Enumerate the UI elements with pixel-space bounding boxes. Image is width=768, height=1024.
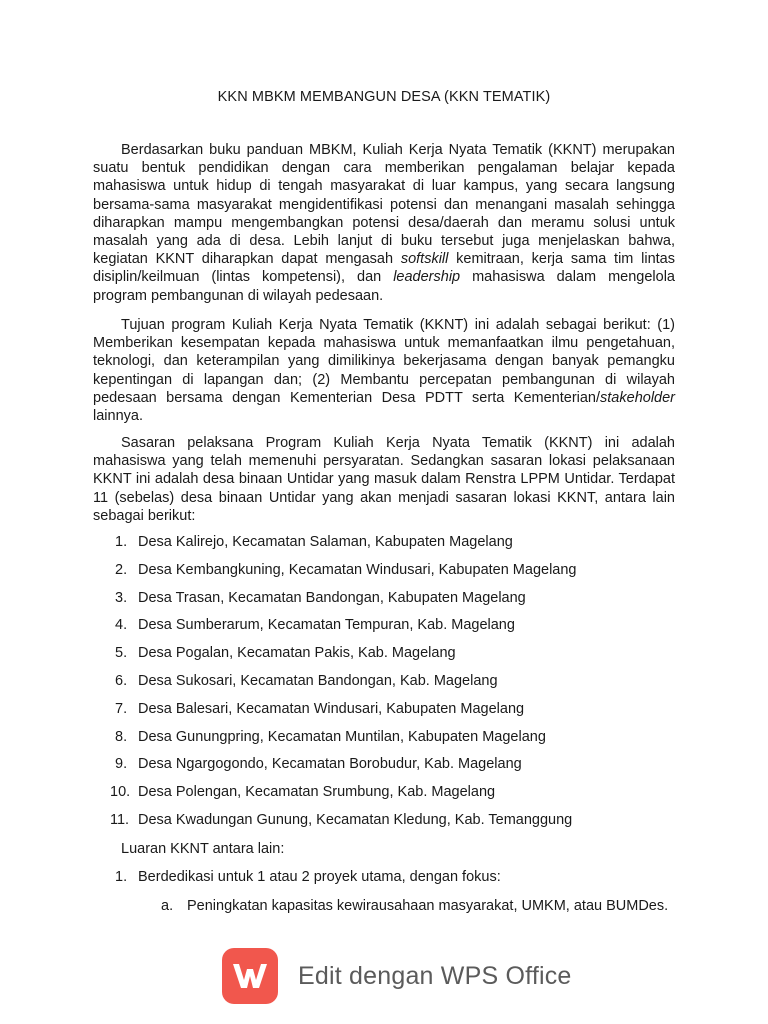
paragraph-intro-text-1: Berdasarkan buku panduan MBKM, Kuliah Kerja Nyata Tematik (KKNT) merupakan suatu bentuk pendidikan dengan cara memberikan pengalaman belajar kepada mahasiswa untuk hidup di tengah masyarakat di luar kampus, yang secara langsung bersama-sama masyarakat mengidentifikasi potensi dan menangani masalah sehingga diharapkan mampu mengembangkan potensi desa/daerah dan meramu solusi untuk masalah yang ada di desa. Lebih lanjut di buku tersebut juga menjelaskan bahwa, kegiatan KKNT diharapkan dapat mengasah — [93, 142, 675, 268]
village-name: Desa Polengan, Kecamatan Srumbung, Kab. Magelang — [138, 784, 496, 801]
subitem-letter: a. — [161, 898, 174, 914]
paragraph-intro-text-2: kemitraan, kerja sama tim lintas disiplin/keilmuan (lintas kompetensi), dan — [93, 251, 676, 286]
stakeholder-term: stakeholder — [600, 389, 675, 406]
list-number: 8. — [115, 728, 128, 745]
village-name: Desa Kembangkuning, Kecamatan Windusari, Kabupaten Magelang — [138, 561, 577, 578]
paragraph-intro-text-3: mahasiswa dalam mengelola program pembangunan di wilayah pedesaan. — [93, 269, 675, 304]
village-name: Desa Ngargogondo, Kecamatan Borobudur, Kab. Magelang — [138, 756, 522, 773]
wps-w-logo-icon — [222, 948, 278, 1004]
list-item — [93, 811, 675, 839]
outputs-label: Luaran KKNT antara lain: — [121, 841, 285, 857]
village-name: Desa Balesari, Kecamatan Windusari, Kabupaten Magelang — [138, 700, 525, 717]
output-subitem — [161, 897, 675, 915]
list-number: 9. — [115, 756, 128, 773]
village-name: Desa Pogalan, Kecamatan Pakis, Kab. Magelang — [138, 645, 456, 662]
wps-edit-banner[interactable] — [222, 948, 572, 1004]
paragraph-objectives-text-2: lainnya. — [93, 408, 143, 425]
wps-edit-label[interactable]: Edit dengan WPS Office — [298, 961, 572, 990]
list-number: 11. — [110, 811, 130, 828]
village-name: Desa Sukosari, Kecamatan Bandongan, Kab. Magelang — [138, 672, 498, 689]
list-item — [93, 589, 675, 617]
paragraph-objectives-text-1: Tujuan program Kuliah Kerja Nyata Tematik (KKNT) ini adalah sebagai berikut: (1) Memberikan kesempatan kepada mahasiswa untuk memanfaatkan ilmu pengetahuan, teknologi, dan keterampilan yang dimilikinya bekerjasama dengan banyak pemangku kepentingan di lapangan dan; (2) Membantu percepatan pembangunan di wilayah pedesaan bersama dengan Kementerian Desa PDTT serta Kementerian/ — [93, 317, 675, 406]
list-item — [93, 644, 675, 672]
wps-w-glyph — [230, 959, 270, 993]
list-item — [93, 783, 675, 811]
list-number: 7. — [115, 700, 128, 717]
list-number: 5. — [115, 645, 128, 662]
list-number: 4. — [115, 617, 128, 634]
list-item — [93, 700, 675, 728]
village-name: Desa Kwadungan Gunung, Kecamatan Kledung, Kab. Temanggung — [138, 811, 573, 828]
paragraph-objectives — [93, 316, 675, 425]
list-number: 2. — [115, 561, 128, 578]
output-text: Berdedikasi untuk 1 atau 2 proyek utama, dengan fokus: — [138, 869, 501, 885]
output-number: 1. — [115, 869, 128, 885]
list-item — [93, 616, 675, 644]
subitem-text: Peningkatan kapasitas kewirausahaan masyarakat, UMKM, atau BUMDes. — [187, 898, 669, 914]
village-name: Desa Gunungpring, Kecamatan Muntilan, Kabupaten Magelang — [138, 728, 546, 745]
paragraph-intro — [93, 141, 675, 305]
list-number: 3. — [115, 589, 128, 606]
softskill-term: softskill — [400, 251, 449, 268]
leadership-term: leadership — [393, 269, 461, 286]
village-name: Desa Kalirejo, Kecamatan Salaman, Kabupaten Magelang — [138, 534, 513, 550]
paragraph-targets: Sasaran pelaksana Program Kuliah Kerja Nyata Tematik (KKNT) ini adalah mahasiswa yang telah memenuhi persyaratan. Sedangkan sasaran lokasi pelaksanaan KKNT ini adalah desa binaan Untidar yang masuk dalam Renstra LPPM Untidar. Terdapat 11 (sebelas) desa binaan Untidar yang akan menjadi sasaran lokasi KKNT, antara lain sebagai berikut: — [93, 435, 675, 524]
village-list — [93, 533, 675, 839]
list-item — [93, 755, 675, 783]
list-item — [93, 533, 675, 561]
village-name: Desa Trasan, Kecamatan Bandongan, Kabupaten Magelang — [138, 589, 526, 606]
list-item — [93, 561, 675, 589]
list-number: 10. — [110, 784, 131, 801]
list-number: 1. — [115, 534, 128, 550]
list-item — [93, 672, 675, 700]
list-number: 6. — [115, 672, 128, 689]
document-title: KKN MBKM MEMBANGUN DESA (KKN TEMATIK) — [217, 89, 551, 105]
list-item — [93, 728, 675, 756]
village-name: Desa Sumberarum, Kecamatan Tempuran, Kab. Magelang — [138, 617, 515, 634]
